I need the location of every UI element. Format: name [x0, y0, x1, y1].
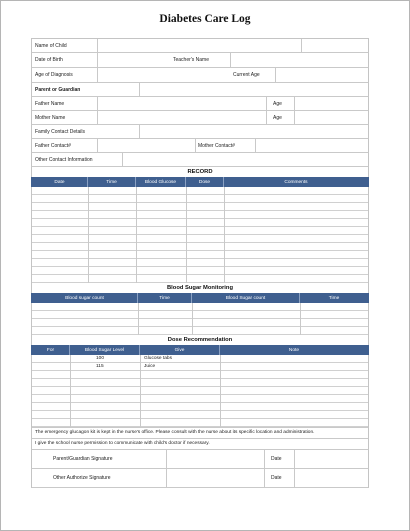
- monitoring-header: [31, 293, 369, 303]
- monitoring-col-time-2: Time: [328, 295, 340, 301]
- column-divider: [70, 355, 71, 427]
- care-log-form: [31, 38, 369, 488]
- empty-row: [32, 395, 368, 403]
- label-mother-name: Mother Name: [35, 114, 66, 121]
- empty-row: [32, 259, 368, 267]
- row-father-name: [31, 97, 369, 111]
- label-other-date: Date: [271, 475, 282, 481]
- label-teachers-name: Teacher's Name: [173, 57, 209, 63]
- empty-row: [32, 303, 368, 311]
- column-divider: [140, 355, 141, 427]
- row-date-of-birth: [31, 53, 369, 68]
- row-other-signature: [31, 469, 369, 488]
- label-mother-contact: Mother Contact#: [198, 142, 235, 149]
- record-grid: [31, 187, 369, 283]
- label-parent-signature: Parent/Guardian Signature: [53, 456, 113, 462]
- label-name-of-child: Name of Child: [35, 42, 67, 49]
- monitoring-grid: [31, 303, 369, 335]
- empty-row: [32, 235, 368, 243]
- empty-row: [32, 275, 368, 283]
- dose-header: [31, 345, 369, 355]
- monitoring-col-count-2: Blood Sugar count: [192, 293, 300, 303]
- empty-row: [32, 187, 368, 195]
- row-parent-or-guardian: [31, 83, 369, 97]
- empty-row: [32, 267, 368, 275]
- dose-col-give: Give: [140, 345, 220, 355]
- label-father-age: Age: [273, 100, 282, 107]
- label-family-contact-details: Family Contact Details: [35, 128, 86, 135]
- empty-row: [32, 411, 368, 419]
- label-parent-or-guardian: Parent or Guardian: [35, 86, 81, 93]
- label-other-contact: Other Contact Information: [35, 156, 93, 163]
- dose-level-2: 115: [96, 364, 104, 369]
- label-date-of-birth: Date of Birth: [35, 57, 63, 63]
- label-father-contact: Father Contact#: [35, 142, 71, 149]
- label-father-name: Father Name: [35, 100, 65, 107]
- column-divider: [300, 303, 301, 335]
- monitoring-col-count-1: Blood sugar count: [32, 293, 138, 303]
- glucagon-note: The emergency glucagon kit is kept in the nurse's office. Please consult with the nurse about its specific location and administration.: [31, 427, 369, 439]
- record-col-blood-glucose: Blood Glucose: [136, 177, 186, 187]
- row-other-contact: [31, 153, 369, 167]
- monitoring-heading: Blood Sugar Monitoring: [31, 283, 369, 293]
- empty-row: [32, 227, 368, 235]
- dose-row: [32, 355, 368, 363]
- empty-row: [32, 195, 368, 203]
- page-title: Diabetes Care Log: [159, 13, 251, 25]
- monitoring-col-time-1: Time: [138, 293, 192, 303]
- record-heading: RECORD: [31, 167, 369, 177]
- column-divider: [220, 355, 221, 427]
- row-mother-name: [31, 111, 369, 125]
- empty-row: [32, 319, 368, 327]
- empty-row: [32, 403, 368, 411]
- empty-row: [32, 419, 368, 427]
- permission-note: I give the school nurse permission to communicate with child's doctor if necessary.: [31, 439, 369, 450]
- empty-row: [32, 371, 368, 379]
- label-current-age: Current Age: [233, 72, 260, 78]
- empty-row: [32, 311, 368, 319]
- dose-heading: Dose Recommendation: [31, 335, 369, 345]
- dose-col-blood-sugar-level: Blood Sugar Level: [70, 345, 140, 355]
- empty-row: [32, 203, 368, 211]
- column-divider: [138, 303, 139, 335]
- empty-row: [32, 387, 368, 395]
- label-other-signature: Other Authorize Signature: [53, 475, 111, 481]
- empty-row: [32, 243, 368, 251]
- column-divider: [88, 187, 89, 283]
- row-parent-signature: [31, 450, 369, 469]
- empty-row: [32, 379, 368, 387]
- dose-col-note: Note: [288, 347, 300, 353]
- column-divider: [192, 303, 193, 335]
- row-family-contact-details: [31, 125, 369, 139]
- label-age-of-diagnosis: Age of Diagnosis: [35, 72, 73, 78]
- empty-row: [32, 211, 368, 219]
- column-divider: [224, 187, 225, 283]
- row-contacts: [31, 139, 369, 153]
- dose-grid: [31, 355, 369, 427]
- empty-row: [32, 327, 368, 335]
- record-col-dose: Dose: [186, 177, 224, 187]
- column-divider: [136, 187, 137, 283]
- empty-row: [32, 219, 368, 227]
- label-mother-age: Age: [273, 114, 282, 121]
- dose-row: [32, 363, 368, 371]
- dose-give-2: Juice: [144, 364, 156, 369]
- empty-row: [32, 251, 368, 259]
- row-name-of-child: [31, 38, 369, 53]
- dose-give-1: Glucose tabs: [144, 356, 172, 361]
- row-age-of-diagnosis: [31, 68, 369, 83]
- label-parent-date: Date: [271, 456, 282, 462]
- dose-col-for: For: [32, 345, 70, 355]
- record-col-time: Time: [88, 177, 136, 187]
- column-divider: [186, 187, 187, 283]
- record-header: [31, 177, 369, 187]
- record-col-comments: Comments: [284, 179, 308, 185]
- record-col-date: Date: [32, 177, 88, 187]
- dose-level-1: 100: [96, 356, 105, 361]
